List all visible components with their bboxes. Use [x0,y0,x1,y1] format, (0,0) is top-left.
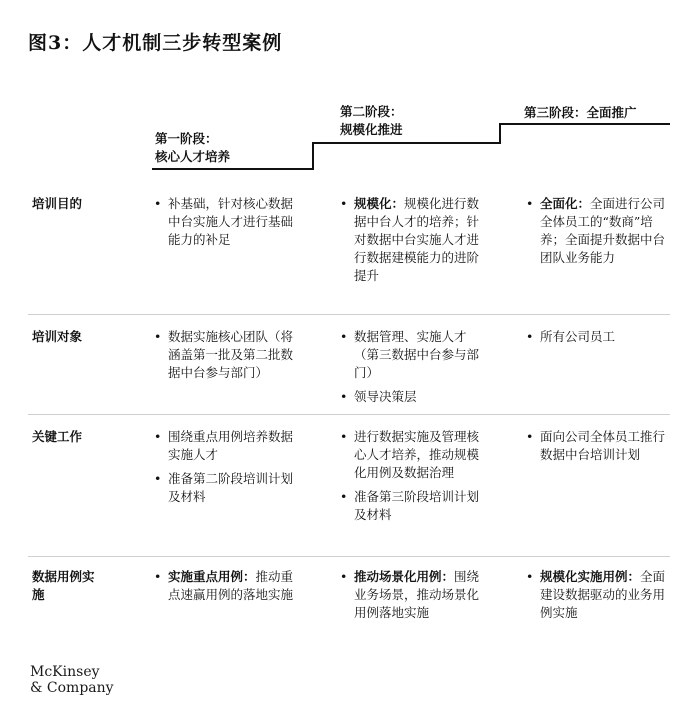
cell-keywork-phase3 [524,428,676,470]
cell-usecase-phase1 [152,568,304,610]
row-divider [28,414,670,415]
bullet-item: • 领导决策层 [338,388,490,406]
bullet-item: • 数据实施核心团队（将涵盖第一批及第二批数据中台参与部门） [152,328,304,382]
cell-audience-phase3 [524,328,676,352]
mckinsey-logo: McKinsey & Company [30,664,114,696]
cell-purpose-phase1 [152,195,304,255]
row-label-key-work: 关键工作 [32,429,83,444]
cell-usecase-phase2 [338,568,490,628]
row-divider [28,556,670,557]
bullet-item: • 面向公司全体员工推行数据中台培训计划 [524,428,676,464]
phase-3-label: 第三阶段：全面推广 [524,105,637,120]
bullet-item: • 准备第二阶段培训计划及材料 [152,470,304,506]
bullet-item: • 进行数据实施及管理核心人才培养，推动规模化用例及数据治理 [338,428,490,482]
row-label-purpose: 培训目的 [32,196,83,211]
row-label-audience: 培训对象 [32,329,83,344]
bullet-item: • 准备第三阶段培训计划及材料 [338,488,490,524]
cell-keywork-phase1 [152,428,304,512]
bullet-item: • 所有公司员工 [524,328,676,346]
cell-audience-phase2 [338,328,490,412]
row-label-use-cases: 数据用例实施 [32,569,95,602]
page-title: 图3：人才机制三步转型案例 [28,32,283,54]
cell-keywork-phase2 [338,428,490,530]
cell-purpose-phase2 [338,195,490,291]
row-divider [28,314,670,315]
bullet-item: • 数据管理、实施人才（第三数据中台参与部门） [338,328,490,382]
bullet-item: • 规模化实施用例：全面建设数据驱动的业务用例实施 [524,568,676,622]
phase-2-label: 第二阶段： 规模化推进 [340,104,403,137]
bullet-item: • 全面化：全面进行公司全体员工的“数商”培养；全面提升数据中台团队业务能力 [524,195,676,267]
bullet-item: • 规模化：规模化进行数据中台人才的培养；针对数据中台实施人才进行数据建模能力的进阶提升 [338,195,490,285]
bullet-item: • 实施重点用例：推动重点速赢用例的落地实施 [152,568,304,604]
phase-1-label: 第一阶段： 核心人才培养 [155,131,231,164]
phase-step-line [0,0,700,180]
cell-purpose-phase3 [524,195,676,273]
bullet-item: • 补基础，针对核心数据中台实施人才进行基础能力的补足 [152,195,304,249]
bullet-item: • 推动场景化用例：围绕业务场景，推动场景化用例落地实施 [338,568,490,622]
cell-usecase-phase3 [524,568,676,628]
bullet-item: • 围绕重点用例培养数据实施人才 [152,428,304,464]
cell-audience-phase1 [152,328,304,388]
